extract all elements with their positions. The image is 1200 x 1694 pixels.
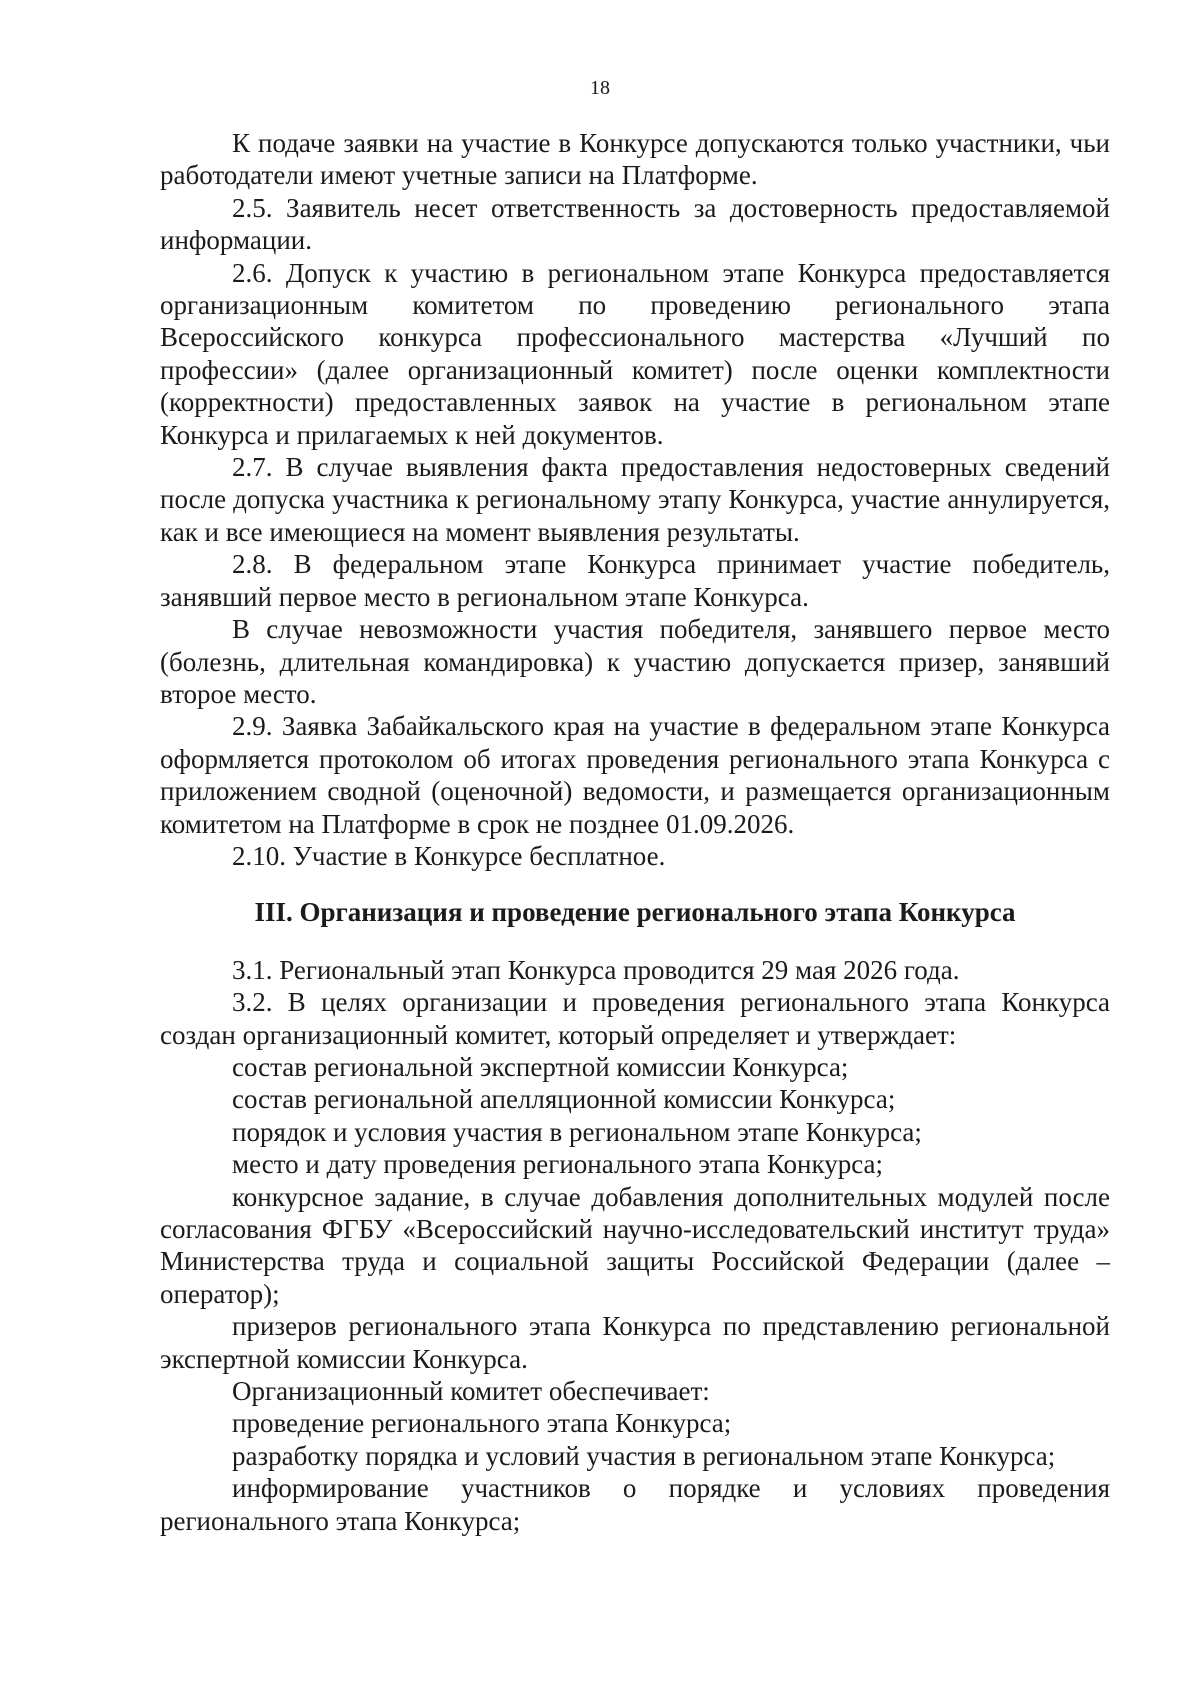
list-item: призеров регионального этапа Конкурса по представлению региональной экспертной комиссии Конкурса. [160, 1311, 1110, 1374]
paragraph: 3.1. Региональный этап Конкурса проводится 29 мая 2026 года. [232, 954, 960, 985]
paragraph: 3.2. В целях организации и проведения регионального этапа Конкурса создан организационный комитет, который определяет и утверждает: [160, 987, 1110, 1050]
list-item: конкурсное задание, в случае добавления дополнительных модулей после согласования ФГБУ «Всероссийский научно-исследовательский институт труда» Министерства труда и социальной защиты Российской Федерации (далее – оператор); [160, 1181, 1110, 1309]
list-item: состав региональной апелляционной комиссии Конкурса; [232, 1084, 896, 1115]
paragraph: 2.7. В случае выявления факта предоставления недостоверных сведений после допуска участника к региональному этапу Конкурса, участие аннулируется, как и все имеющиеся на момент выявления результаты. [160, 452, 1110, 547]
list-item: проведение регионального этапа Конкурса; [232, 1408, 732, 1439]
page-number: 18 [590, 77, 610, 99]
paragraph: Организационный комитет обеспечивает: [232, 1376, 710, 1407]
paragraph: 2.5. Заявитель несет ответственность за достоверность предоставляемой информации. [160, 192, 1110, 256]
list-item: состав региональной экспертной комиссии Конкурса; [232, 1051, 849, 1082]
paragraph: В случае невозможности участия победителя, занявшего первое место (болезнь, длительная командировка) к участию допускается призер, занявший второе место. [160, 614, 1110, 709]
paragraph: 2.9. Заявка Забайкальского края на участие в федеральном этапе Конкурса оформляется протоколом об итогах проведения регионального этапа Конкурса с приложением сводной (оценочной) ведомости, и размещается организационным комитетом на Платформе в срок не позднее 01.09.2026. [160, 711, 1110, 839]
list-item: информирование участников о порядке и условиях проведения регионального этапа Конкурса; [160, 1473, 1110, 1536]
paragraph: К подаче заявки на участие в Конкурсе допускаются только участники, чьи работодатели имеют учетные записи на Платформе. [160, 128, 1110, 191]
list-item: порядок и условия участия в региональном этапе Конкурса; [232, 1116, 922, 1147]
list-item: разработку порядка и условий участия в региональном этапе Конкурса; [232, 1440, 1056, 1471]
paragraph: 2.8. В федеральном этапе Конкурса принимает участие победитель, занявший первое место в региональном этапе Конкурса. [160, 549, 1110, 612]
paragraph: 2.6. Допуск к участию в региональном этапе Конкурса предоставляется организационным комитетом по проведению регионального этапа Всероссийского конкурса профессионального мастерства «Лучший по профессии» (далее организационный комитет) после оценки комплектности (корректности) предоставленных заявок на участие в региональном этапе Конкурса и прилагаемых к ней документов. [160, 257, 1110, 450]
list-item: место и дату проведения регионального этапа Конкурса; [232, 1149, 884, 1180]
paragraph: 2.10. Участие в Конкурсе бесплатное. [232, 840, 666, 871]
section-heading: III. Организация и проведение регионального этапа Конкурса [254, 897, 1016, 928]
document-body [160, 127, 1110, 1537]
